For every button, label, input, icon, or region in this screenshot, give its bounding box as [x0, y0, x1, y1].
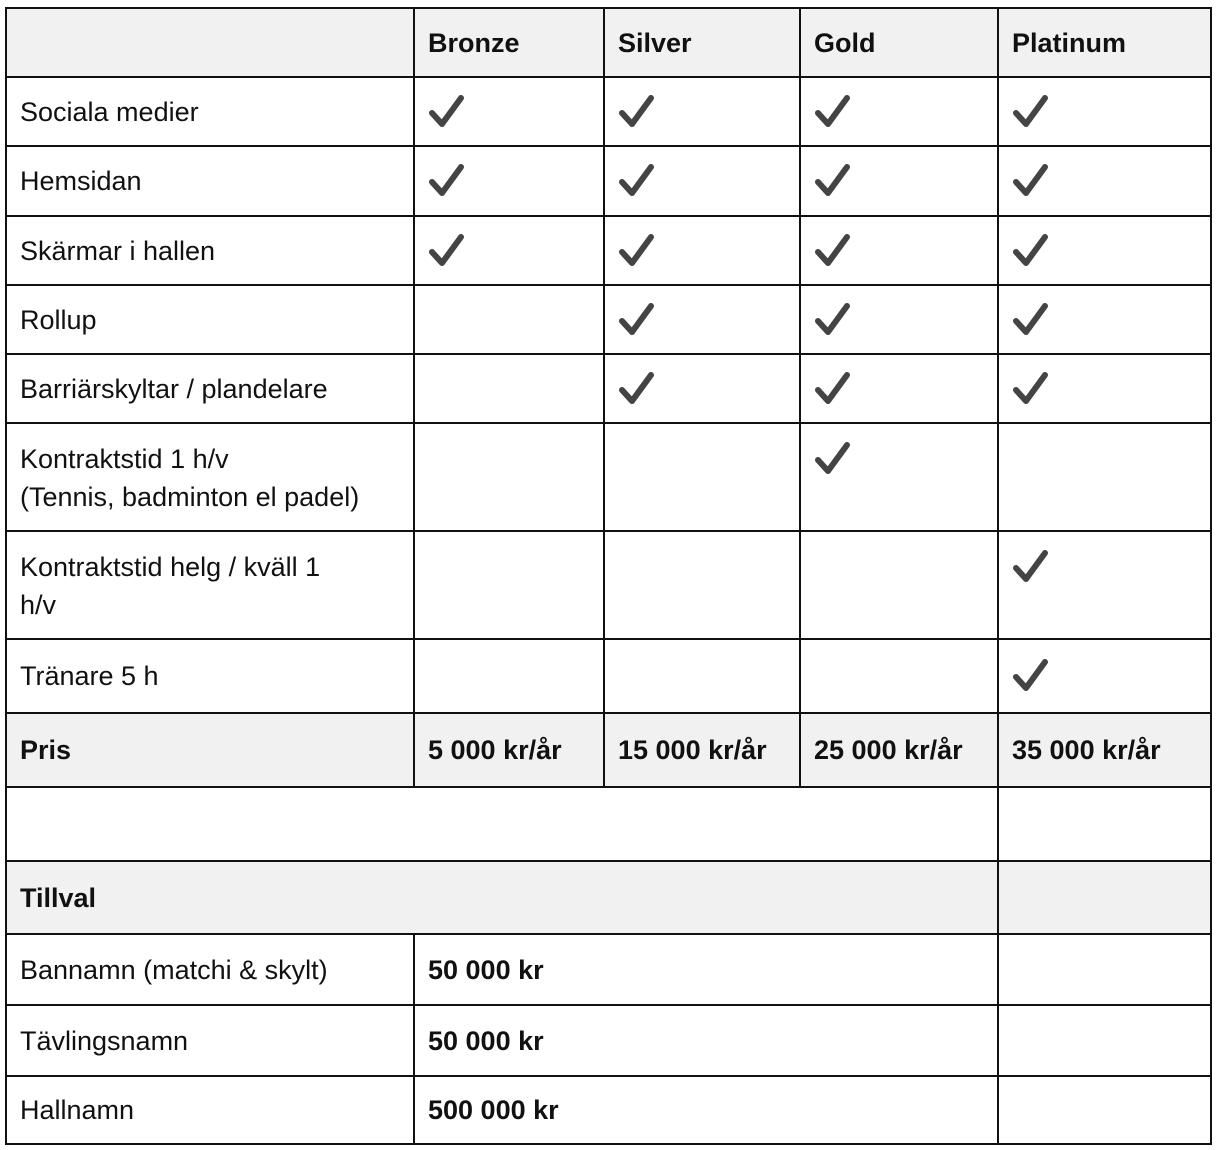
feature-label-line: Kontraktstid 1 h/v [20, 444, 229, 474]
check-icon [1012, 657, 1052, 695]
feature-label-line: Skärmar i hallen [20, 235, 216, 266]
check-icon [814, 93, 854, 131]
feature-label-line: (Tennis, badminton el padel) [20, 482, 360, 512]
spacer-row [6, 787, 1211, 861]
check-icon [814, 162, 854, 200]
check-icon [814, 301, 854, 339]
check-icon [1012, 548, 1052, 586]
check-icon [814, 440, 854, 478]
header-cell-empty [6, 8, 414, 77]
tillval-label: Tävlingsnamn [6, 1005, 414, 1076]
check-cell-silver [604, 531, 800, 639]
feature-row [6, 354, 1211, 423]
check-cell-platinum [998, 354, 1211, 423]
check-cell-gold [800, 531, 998, 639]
check-cell-gold [800, 639, 998, 713]
check-cell-bronze [414, 77, 604, 146]
check-cell-bronze [414, 285, 604, 354]
check-cell-silver [604, 77, 800, 146]
sponsor-package-table [5, 7, 1212, 1145]
price-row [6, 713, 1211, 787]
feature-label-line: Kontraktstid helg / kväll 1 [20, 552, 321, 582]
tillval-empty-cell [998, 1005, 1211, 1076]
feature-label [6, 285, 414, 354]
feature-label [6, 639, 414, 713]
check-icon [1012, 93, 1052, 131]
check-cell-silver [604, 639, 800, 713]
feature-row [6, 423, 1211, 531]
check-cell-platinum [998, 639, 1211, 713]
check-cell-bronze [414, 639, 604, 713]
check-icon [1012, 370, 1052, 408]
check-cell-platinum [998, 285, 1211, 354]
check-icon [428, 162, 468, 200]
feature-label-line: h/v [20, 590, 57, 620]
tillval-row [6, 1076, 1211, 1144]
check-icon [428, 93, 468, 131]
feature-label-line: Tränare 5 h [20, 661, 159, 691]
tillval-price: 50 000 kr [414, 1005, 998, 1076]
check-cell-silver [604, 146, 800, 216]
price-gold: 25 000 kr/år [800, 713, 998, 787]
feature-row [6, 531, 1211, 639]
price-label: Pris [6, 713, 414, 787]
check-cell-bronze [414, 423, 604, 531]
tillval-row [6, 1005, 1211, 1076]
check-icon [618, 370, 658, 408]
feature-row [6, 285, 1211, 354]
check-cell-gold [800, 285, 998, 354]
price-silver: 15 000 kr/år [604, 713, 800, 787]
check-icon [1012, 232, 1052, 270]
header-gold: Gold [800, 8, 998, 77]
feature-label [6, 354, 414, 423]
check-icon [618, 93, 658, 131]
check-icon [428, 232, 468, 270]
feature-label [6, 423, 414, 531]
check-cell-silver [604, 285, 800, 354]
tillval-label: Hallnamn [6, 1076, 414, 1144]
check-cell-platinum [998, 531, 1211, 639]
tillval-row [6, 934, 1211, 1005]
check-cell-gold [800, 354, 998, 423]
tillval-price: 500 000 kr [414, 1076, 998, 1144]
check-cell-platinum [998, 423, 1211, 531]
feature-label [6, 146, 414, 216]
header-row [6, 8, 1211, 77]
check-icon [1012, 301, 1052, 339]
check-icon [1012, 162, 1052, 200]
check-cell-platinum [998, 146, 1211, 216]
check-cell-gold [800, 423, 998, 531]
check-cell-platinum [998, 77, 1211, 146]
tillval-empty-cell [998, 1076, 1211, 1144]
check-cell-silver [604, 216, 800, 285]
check-icon [618, 232, 658, 270]
spacer-cell [998, 787, 1211, 861]
check-cell-bronze [414, 354, 604, 423]
feature-label [6, 531, 414, 639]
feature-label [6, 216, 414, 285]
check-cell-platinum [998, 216, 1211, 285]
header-silver: Silver [604, 8, 800, 77]
tillval-price: 50 000 kr [414, 934, 998, 1005]
check-icon [814, 232, 854, 270]
price-bronze: 5 000 kr/år [414, 713, 604, 787]
check-cell-bronze [414, 531, 604, 639]
tillval-empty-cell [998, 861, 1211, 934]
check-icon [618, 162, 658, 200]
check-icon [618, 301, 658, 339]
check-cell-gold [800, 77, 998, 146]
header-platinum: Platinum [998, 8, 1211, 77]
feature-label [6, 77, 414, 146]
check-cell-gold [800, 146, 998, 216]
feature-label-line: Rollup [20, 304, 97, 335]
spacer-cell [6, 787, 998, 861]
tillval-label: Bannamn (matchi & skylt) [6, 934, 414, 1005]
check-cell-silver [604, 423, 800, 531]
feature-row [6, 639, 1211, 713]
feature-label-line: Hemsidan [20, 166, 142, 196]
check-icon [814, 370, 854, 408]
feature-row [6, 77, 1211, 146]
feature-row [6, 146, 1211, 216]
header-bronze: Bronze [414, 8, 604, 77]
check-cell-gold [800, 216, 998, 285]
check-cell-bronze [414, 216, 604, 285]
price-platinum: 35 000 kr/år [998, 713, 1211, 787]
feature-label-line: Sociala medier [20, 96, 199, 127]
feature-row [6, 216, 1211, 285]
feature-label-line: Barriärskyltar / plandelare [20, 373, 328, 404]
check-cell-bronze [414, 146, 604, 216]
tillval-heading: Tillval [6, 861, 998, 934]
tillval-header-row [6, 861, 1211, 934]
check-cell-silver [604, 354, 800, 423]
tillval-empty-cell [998, 934, 1211, 1005]
